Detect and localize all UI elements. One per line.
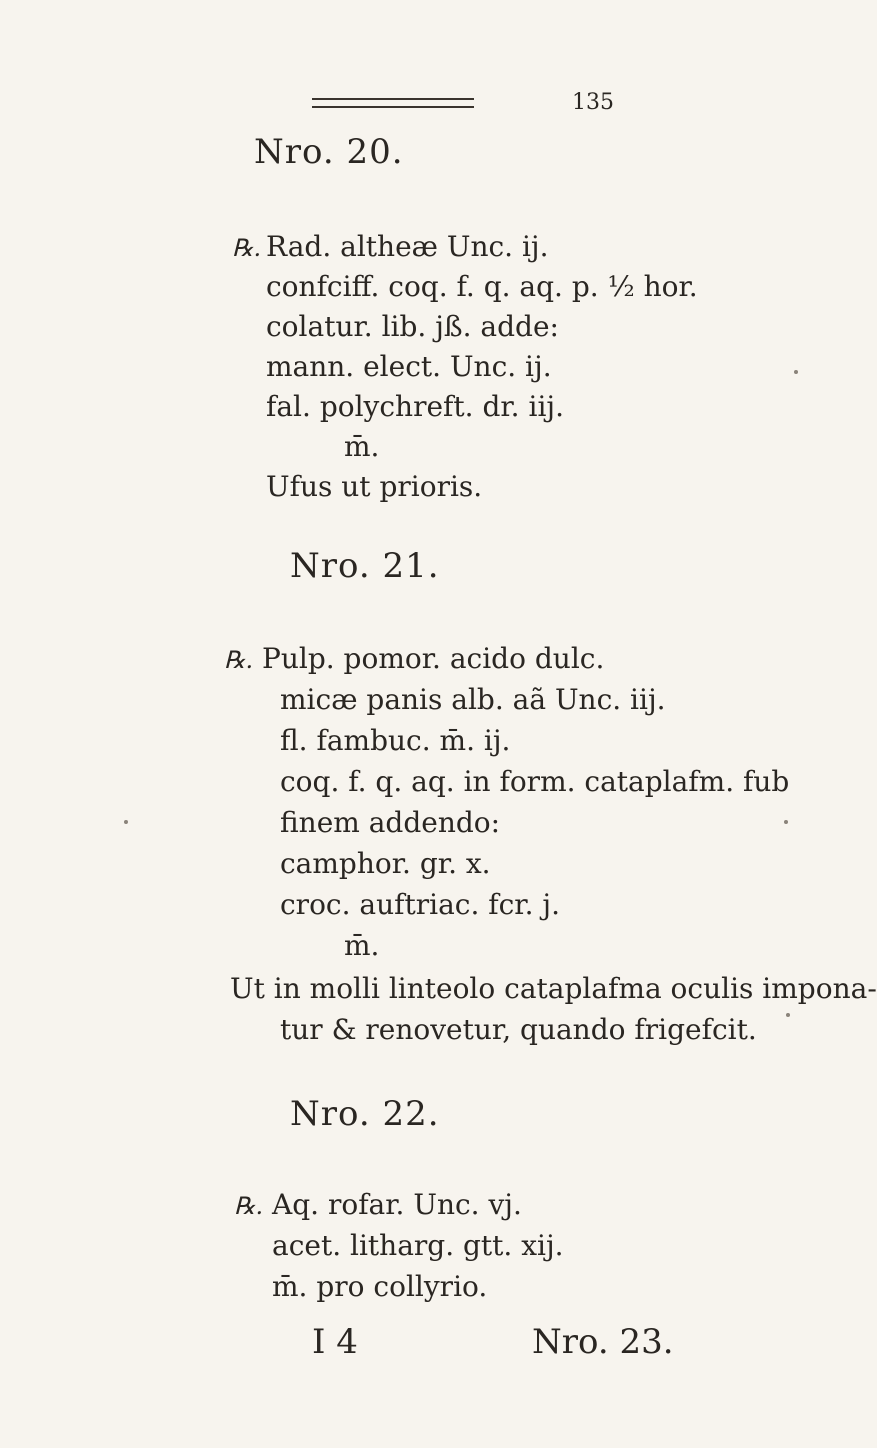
recipe-line: camphor. gr. x.: [280, 847, 491, 880]
recipe-line: Aq. rofar. Unc. vj.: [272, 1188, 522, 1221]
paper-speck: [784, 820, 788, 824]
recipe-line: mann. elect. Unc. ij.: [266, 350, 552, 383]
paper-speck: [794, 370, 798, 374]
recipe-line: micæ panis alb. aã Unc. iij.: [280, 683, 666, 716]
section-heading-20: Nro. 20.: [254, 132, 404, 172]
recipe-line: acet. litharg. gtt. xij.: [272, 1229, 564, 1262]
catchword: Nro. 23.: [532, 1322, 674, 1362]
rx-symbol-22: ℞.: [234, 1192, 264, 1220]
rx-symbol-21: ℞.: [224, 646, 254, 674]
paper-speck: [124, 820, 128, 824]
recipe-line: finem addendo:: [280, 806, 501, 839]
recipe-line: Pulp. pomor. acido dulc.: [262, 642, 605, 675]
misce-mark: m̄.: [344, 430, 380, 463]
misce-mark: m̄.: [344, 929, 380, 962]
recipe-line: colatur. lib. jß. adde:: [266, 310, 559, 343]
recipe-line: croc. auftriac. fcr. j.: [280, 888, 560, 921]
recipe-note: Ufus ut prioris.: [266, 470, 483, 503]
recipe-line: coq. f. q. aq. in form. cataplafm. fub: [280, 765, 790, 798]
recipe-line: m̄. pro collyrio.: [272, 1270, 488, 1303]
rx-symbol-20: ℞.: [232, 234, 262, 262]
recipe-line: Rad. altheæ Unc. ij.: [266, 230, 549, 263]
recipe-note: Ut in molli linteolo cataplafma oculis impona-: [230, 972, 877, 1005]
recipe-line: confciff. coq. f. q. aq. p. ½ hor.: [266, 270, 698, 303]
section-heading-21: Nro. 21.: [290, 546, 440, 586]
recipe-note: tur & renovetur, quando frigefcit.: [280, 1013, 757, 1046]
signature-mark: I 4: [312, 1322, 358, 1362]
page-number: 135: [572, 90, 614, 115]
header-rule: [312, 98, 474, 108]
section-heading-22: Nro. 22.: [290, 1094, 440, 1134]
recipe-line: fal. polychreft. dr. iij.: [266, 390, 564, 423]
recipe-line: fl. fambuc. m̄. ij.: [280, 724, 511, 757]
paper-speck: [786, 1013, 790, 1017]
